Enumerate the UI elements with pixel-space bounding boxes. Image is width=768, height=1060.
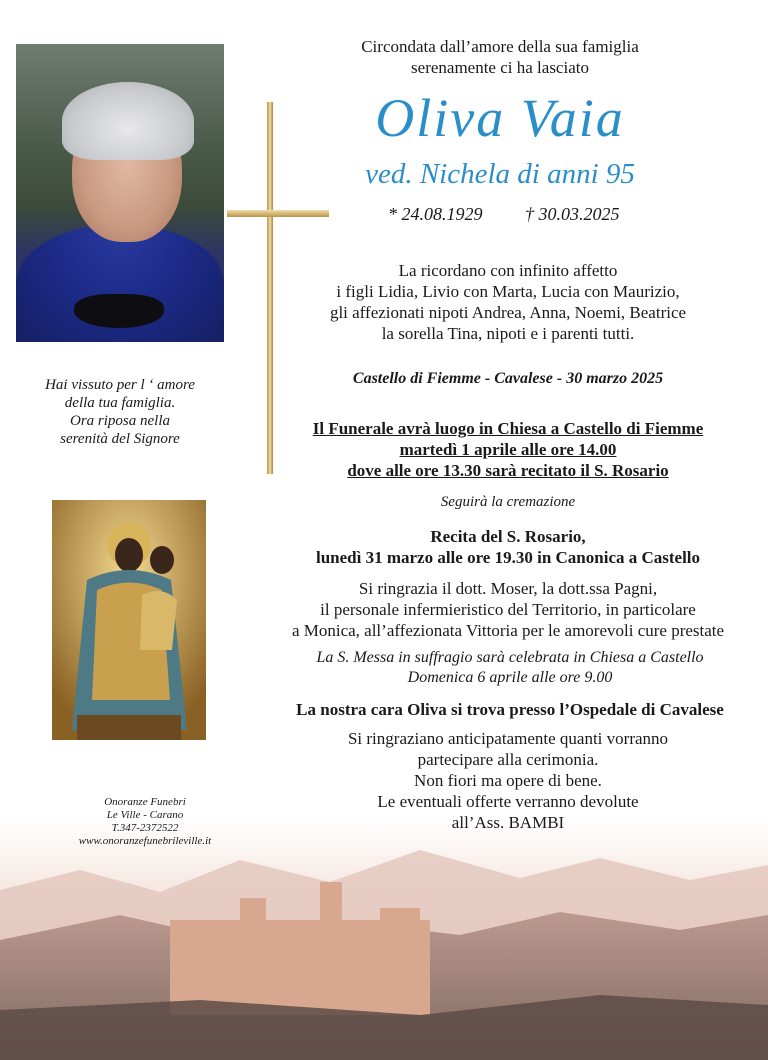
rosary-block: [280, 526, 736, 568]
thanks-line: a Monica, all’affezionata Vittoria per le amorevoli cure prestate: [291, 621, 725, 640]
closing-line: partecipare alla cerimonia.: [417, 750, 599, 769]
mass-line: La S. Messa in suffragio sarà celebrata in Chiesa a Castello: [316, 649, 704, 666]
funeral-line: Il Funerale avrà luogo in Chiesa a Castello di Fiemme: [312, 419, 704, 438]
location-notice: La nostra cara Oliva si trova presso l’Ospedale di Cavalese: [296, 700, 724, 719]
cremation-note: Seguirà la cremazione: [440, 494, 576, 510]
thanks-doctors-block: [248, 578, 768, 641]
verse-line: Ora riposa nella: [69, 413, 170, 429]
closing-line: Non fiori ma opere di bene.: [414, 771, 602, 790]
castle-landscape-image: [0, 820, 768, 1060]
cross-bar: [227, 210, 329, 217]
mass-block: [280, 648, 740, 688]
funeral-block: [286, 418, 730, 481]
agency-line: Le Ville - Carano: [106, 809, 184, 821]
closing-line: all’Ass. BAMBI: [451, 813, 565, 832]
mass-line: Domenica 6 aprile alle ore 9.00: [407, 669, 613, 686]
mourners-line: gli affezionati nipoti Andrea, Anna, Noemi, Beatrice: [329, 303, 687, 322]
thanks-line: il personale infermieristico del Territorio, in particolare: [320, 600, 696, 619]
thanks-line: Si ringrazia il dott. Moser, la dott.ssa Pagni,: [358, 579, 658, 598]
rosary-line: lunedì 31 marzo alle ore 19.30 in Canonica a Castello: [315, 548, 701, 567]
deceased-subtitle: ved. Nichela di anni 95: [365, 158, 635, 190]
mourners-line: i figli Lidia, Livio con Marta, Lucia con Maurizio,: [336, 282, 680, 301]
verse-line: serenità del Signore: [60, 431, 180, 447]
header: [300, 36, 700, 78]
deceased-portrait-photo: [16, 44, 224, 342]
agency-website-link[interactable]: www.onoranzefunebrileville.it: [78, 835, 212, 847]
mourners-block: [296, 260, 720, 344]
closing-line: Si ringraziano anticipatamente quanti vorranno: [347, 729, 669, 748]
closing-line: Le eventuali offerte verranno devolute: [377, 792, 639, 811]
verse-line: Hai vissuto per l ‘ amore: [45, 377, 195, 393]
verse-block: [16, 376, 224, 448]
funeral-line: dove alle ore 13.30 sarà recitato il S. Rosario: [347, 461, 669, 480]
header-line-1: Circondata dall’amore della sua famiglia: [361, 37, 639, 56]
rosary-line: Recita del S. Rosario,: [430, 527, 586, 546]
mourners-line: la sorella Tina, nipoti e i parenti tutti.: [381, 324, 635, 343]
closing-block: [296, 728, 720, 833]
mourners-line: La ricordano con infinito affetto: [398, 261, 618, 280]
funeral-line: martedì 1 aprile alle ore 14.00: [399, 440, 617, 459]
place-date: Castello di Fiemme - Cavalese - 30 marzo 2025: [352, 370, 664, 387]
death-date: † 30.03.2025: [525, 204, 620, 224]
header-line-2: serenamente ci ha lasciato: [411, 58, 589, 77]
deceased-name: Oliva Vaia: [375, 88, 625, 148]
madonna-statue-image: [52, 500, 206, 740]
agency-line: Onoranze Funebri: [104, 796, 186, 808]
agency-line: T.347-2372522: [111, 822, 179, 834]
verse-line: della tua famiglia.: [64, 395, 176, 411]
birth-date: * 24.08.1929: [388, 204, 483, 224]
agency-block: [40, 796, 250, 848]
